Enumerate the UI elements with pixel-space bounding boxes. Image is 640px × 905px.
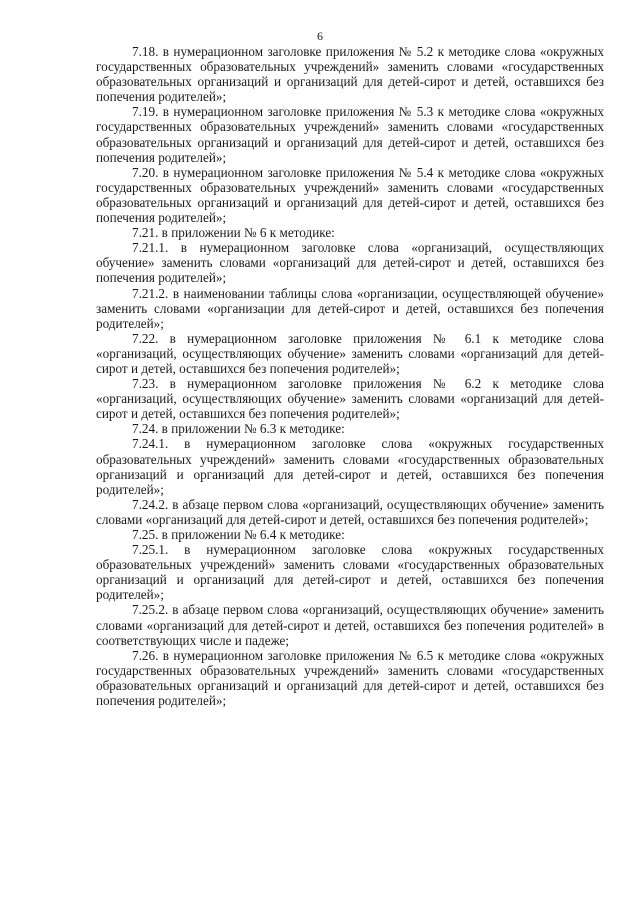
paragraph-7-25-1: 7.25.1. в нумерационном заголовке слова «окружных государственных образовательных учреждений» заменить словами «государственных образовательных организаций и организаций для детей-сирот и детей, оставшихся без попечения родителей»; bbox=[96, 542, 604, 603]
paragraph-7-21: 7.21. в приложении № 6 к методике: bbox=[132, 225, 335, 241]
page-number: 6 bbox=[317, 29, 323, 43]
paragraph-7-23: 7.23. в нумерационном заголовке приложения № 6.2 к методике слова «организаций, осуществляющих обучение» заменить словами «организаций для детей-сирот и детей, оставшихся без попечения родителей»; bbox=[96, 376, 604, 422]
document-body bbox=[96, 44, 604, 708]
paragraph-7-24-2: 7.24.2. в абзаце первом слова «организаций, осуществляющих обучение» заменить словами «организаций для детей-сирот и детей, оставшихся без попечения родителей»; bbox=[96, 496, 604, 527]
paragraph-7-25: 7.25. в приложении № 6.4 к методике: bbox=[132, 527, 345, 542]
paragraph-7-24: 7.24. в приложении № 6.3 к методике: bbox=[132, 421, 345, 437]
paragraph-7-19: 7.19. в нумерационном заголовке приложения № 5.3 к методике слова «окружных государственных образовательных учреждений» заменить словами «государственных образовательных организаций и организаций для детей-сирот и детей, оставшихся без попечения родителей»; bbox=[96, 104, 604, 165]
paragraph-7-21-1: 7.21.1. в нумерационном заголовке слова «организаций, осуществляющих обучение» заменить словами «организаций для детей-сирот и детей, оставшихся без попечения родителей»; bbox=[96, 240, 604, 286]
paragraph-7-18: 7.18. в нумерационном заголовке приложения № 5.2 к методике слова «окружных государственных образовательных учреждений» заменить словами «государственных образовательных организаций и организаций для детей-сирот и детей, оставшихся без попечения родителей»; bbox=[96, 44, 604, 105]
paragraph-7-22: 7.22. в нумерационном заголовке приложения № 6.1 к методике слова «организаций, осуществляющих обучение» заменить словами «организаций для детей-сирот и детей, оставшихся без попечения родителей»; bbox=[96, 330, 604, 376]
paragraph-7-26: 7.26. в нумерационном заголовке приложения № 6.5 к методике слова «окружных государственных образовательных учреждений» заменить словами «государственных образовательных организаций и организаций для детей-сирот и детей, оставшихся без попечения родителей»; bbox=[96, 647, 604, 709]
paragraph-7-20: 7.20. в нумерационном заголовке приложения № 5.4 к методике слова «окружных государственных образовательных учреждений» заменить словами «государственных образовательных организаций и организаций для детей-сирот и детей, оставшихся без попечения родителей»; bbox=[96, 164, 604, 226]
paragraph-7-24-1: 7.24.1. в нумерационном заголовке слова «окружных государственных образовательных учреждений» заменить словами «государственных образовательных организаций и организаций для детей-сирот и детей, оставшихся без попечения родителей»; bbox=[96, 436, 604, 497]
paragraph-7-25-2: 7.25.2. в абзаце первом слова «организаций, осуществляющих обучение» заменить словами «организаций для детей-сирот и детей, оставшихся без попечения родителей» в соответствующих числе и падеже; bbox=[96, 602, 604, 648]
paragraph-7-21-2: 7.21.2. в наименовании таблицы слова «организации, осуществляющей обучение» заменить словами «организации для детей-сирот и детей, оставшихся без попечения родителей»; bbox=[96, 285, 604, 331]
